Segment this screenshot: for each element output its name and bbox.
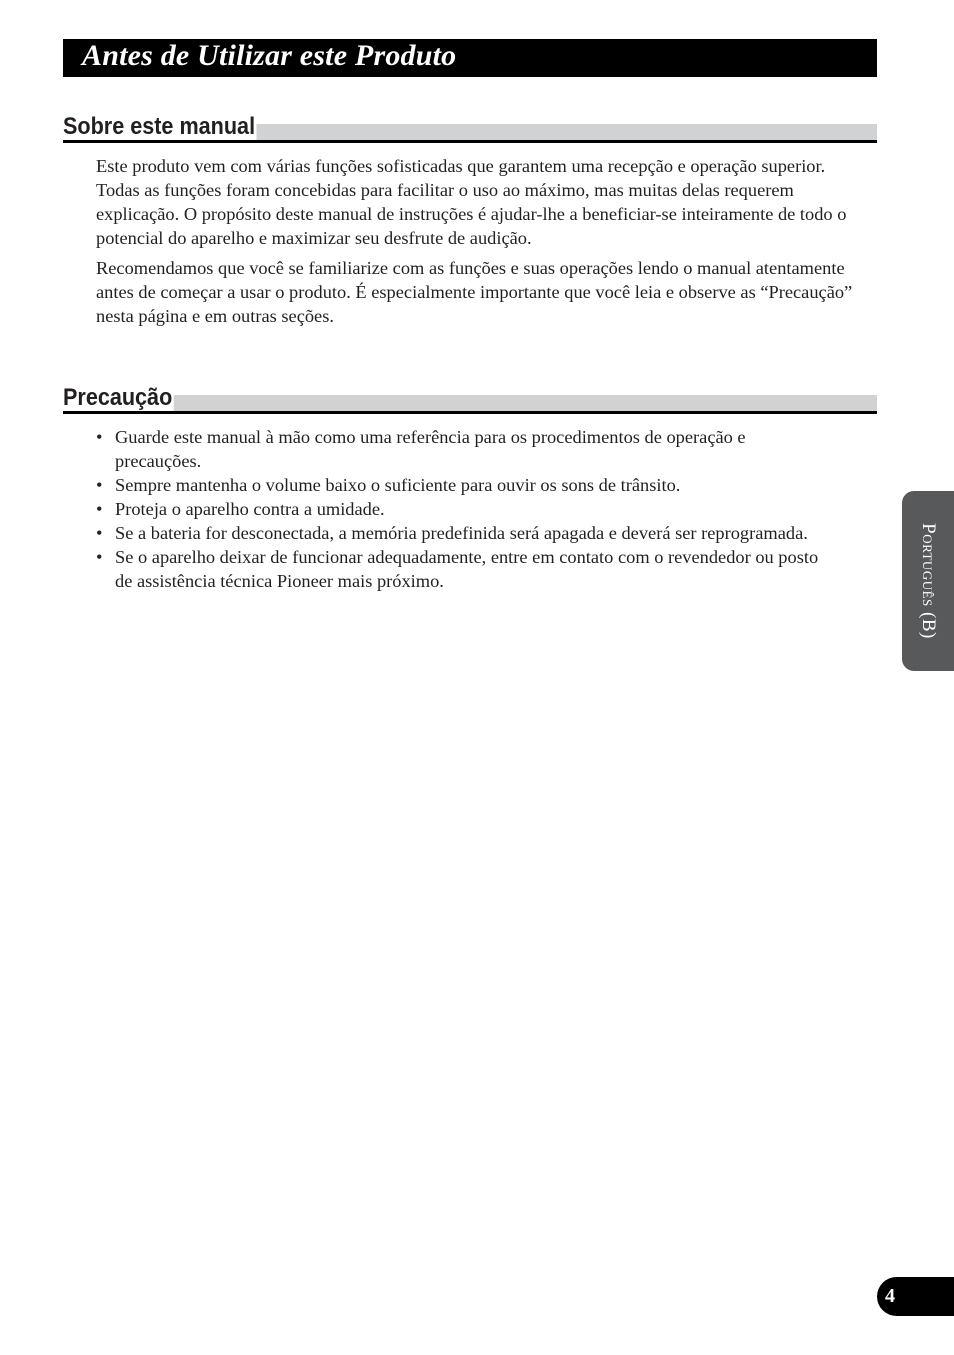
paragraph: Recomendamos que você se familiarize com as funções e suas operações lendo o manual atentamente antes de começar a usar o produto. É especialmente importante que você leia e observe as “Precaução” nesta página e em outras seções. (96, 258, 853, 326)
list-item (96, 497, 836, 521)
language-tab-label: Português (B) (918, 523, 939, 639)
section-body-sobre-este-manual (96, 154, 856, 334)
list-item (96, 545, 836, 593)
list-item-text: Sempre mantenha o volume baixo o suficiente para ouvir os sons de trânsito. (115, 475, 681, 495)
list-item (96, 425, 836, 473)
language-tab (902, 491, 954, 671)
list-item (96, 521, 836, 545)
heading-rule (63, 411, 877, 414)
list-item (96, 473, 836, 497)
list-item-text: Se o aparelho deixar de funcionar adequadamente, entre em contato com o revendedor ou posto de assistência técnica Pioneer mais próximo. (115, 547, 819, 591)
section-heading-precaucao (63, 385, 877, 415)
section-title: Precaução (63, 384, 173, 411)
section-title: Sobre este manual (63, 113, 256, 140)
bullet-icon: • (96, 547, 103, 567)
page-number-tab (877, 1277, 954, 1316)
precaution-list (96, 425, 836, 593)
bullet-icon: • (96, 523, 103, 543)
paragraph: Este produto vem com várias funções sofisticadas que garantem uma recepção e operação superior. Todas as funções foram concebidas para facilitar o uso ao máximo, mas muitas delas requerem explicação. O propósito deste manual de instruções é ajudar-lhe a beneficiar-se inteiramente de todo o potencial do aparelho e maximizar seu desfrute de audição. (96, 156, 847, 248)
chapter-title: Antes de Utilizar este Produto (82, 39, 457, 72)
list-item-text: Se a bateria for desconectada, a memória predefinida será apagada e deverá ser reprogramada. (115, 523, 808, 543)
bullet-icon: • (96, 475, 103, 495)
list-item-text: Proteja o aparelho contra a umidade. (115, 499, 385, 519)
heading-gray-band (63, 395, 877, 411)
list-item-text: Guarde este manual à mão como uma referência para os procedimentos de operação e precauções. (115, 427, 746, 471)
section-heading-sobre-este-manual (63, 114, 877, 144)
bullet-icon: • (96, 427, 103, 447)
bullet-icon: • (96, 499, 103, 519)
heading-rule (63, 140, 877, 143)
page-number: 4 (885, 1285, 895, 1307)
chapter-title-bar (63, 39, 877, 77)
